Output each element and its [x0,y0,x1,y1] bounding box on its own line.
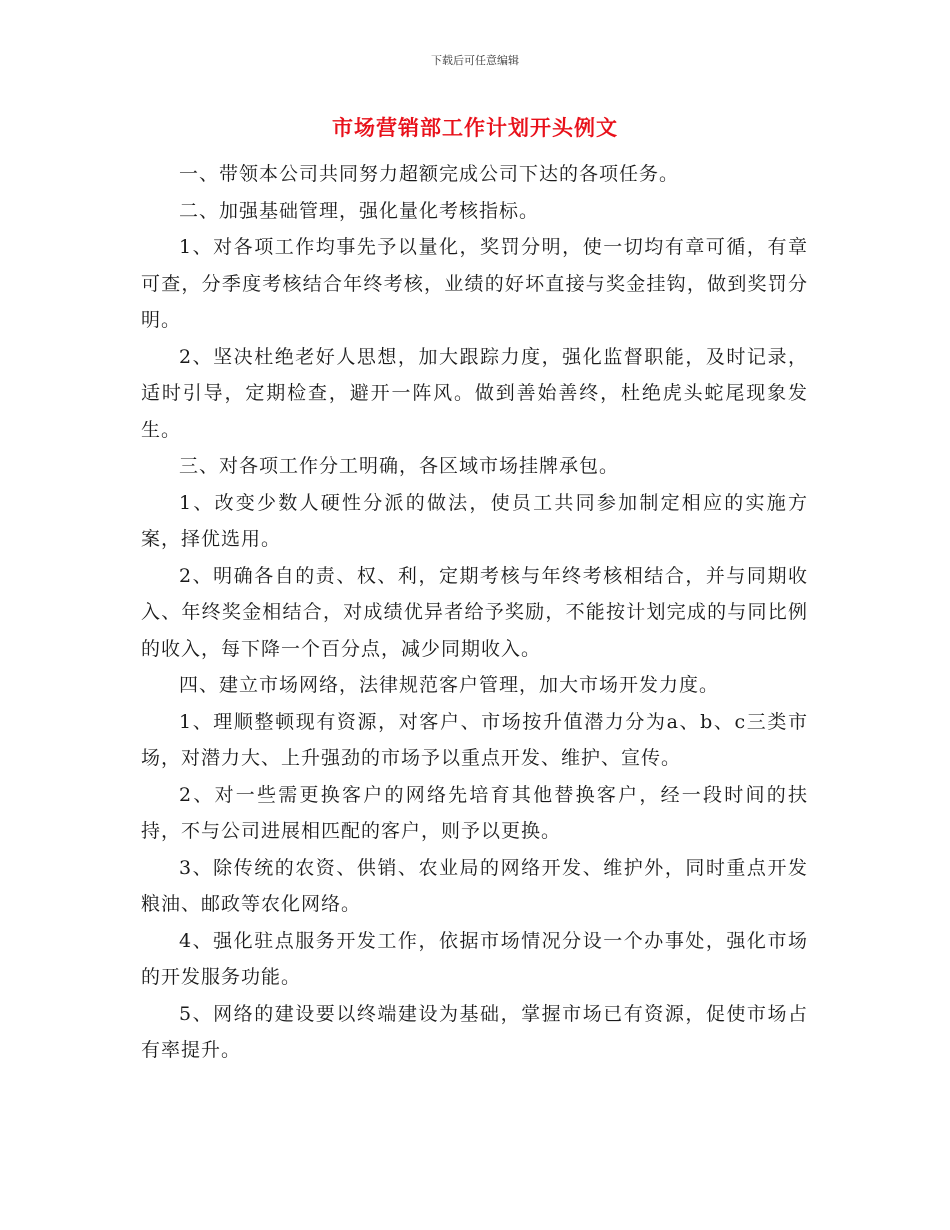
paragraph: 四、建立市场网络，法律规范客户管理，加大市场开发力度。 [179,674,720,696]
paragraph: 2、坚决杜绝老好人思想，加大跟踪力度，强化监督职能，及时记录，适时引导，定期检查，避开一阵风。做到善始善终，杜绝虎头蛇尾现象发生。 [141,345,808,441]
paragraph: 1、理顺整顿现有资源，对客户、市场按升值潜力分为a、b、c三类市场，对潜力大、上升强劲的市场予以重点开发、维护、宣传。 [141,710,808,769]
paragraph: 5、网络的建设要以终端建设为基础，掌握市场已有资源，促使市场占有率提升。 [141,1002,808,1061]
header-note: 下载后可任意编辑 [431,54,519,67]
paragraph: 1、改变少数人硬性分派的做法，使员工共同参加制定相应的实施方案，择优选用。 [141,491,808,550]
paragraph: 2、明确各自的责、权、利，定期考核与年终考核相结合，并与同期收入、年终奖金相结合，对成绩优异者给予奖励，不能按计划完成的与同比例的收入，每下降一个百分点，减少同期收入。 [141,564,808,660]
paragraph: 3、除传统的农资、供销、农业局的网络开发、维护外，同时重点开发粮油、邮政等农化网络。 [141,856,808,915]
paragraph: 4、强化驻点服务开发工作，依据市场情况分设一个办事处，强化市场的开发服务功能。 [141,929,808,988]
paragraph: 2、对一些需更换客户的网络先培育其他替换客户，经一段时间的扶持，不与公司进展相匹配的客户，则予以更换。 [141,783,808,842]
paragraph: 一、带领本公司共同努力超额完成公司下达的各项任务。 [179,163,680,185]
document-title: 市场营销部工作计划开头例文 [332,115,618,140]
document-body [141,156,808,1069]
paragraph: 1、对各项工作均事先予以量化，奖罚分明，使一切均有章可循，有章可查，分季度考核结合年终考核，业绩的好坏直接与奖金挂钩，做到奖罚分明。 [141,236,808,331]
paragraph: 三、对各项工作分工明确，各区域市场挂牌承包。 [179,455,620,477]
paragraph: 二、加强基础管理，强化量化考核指标。 [179,199,540,222]
